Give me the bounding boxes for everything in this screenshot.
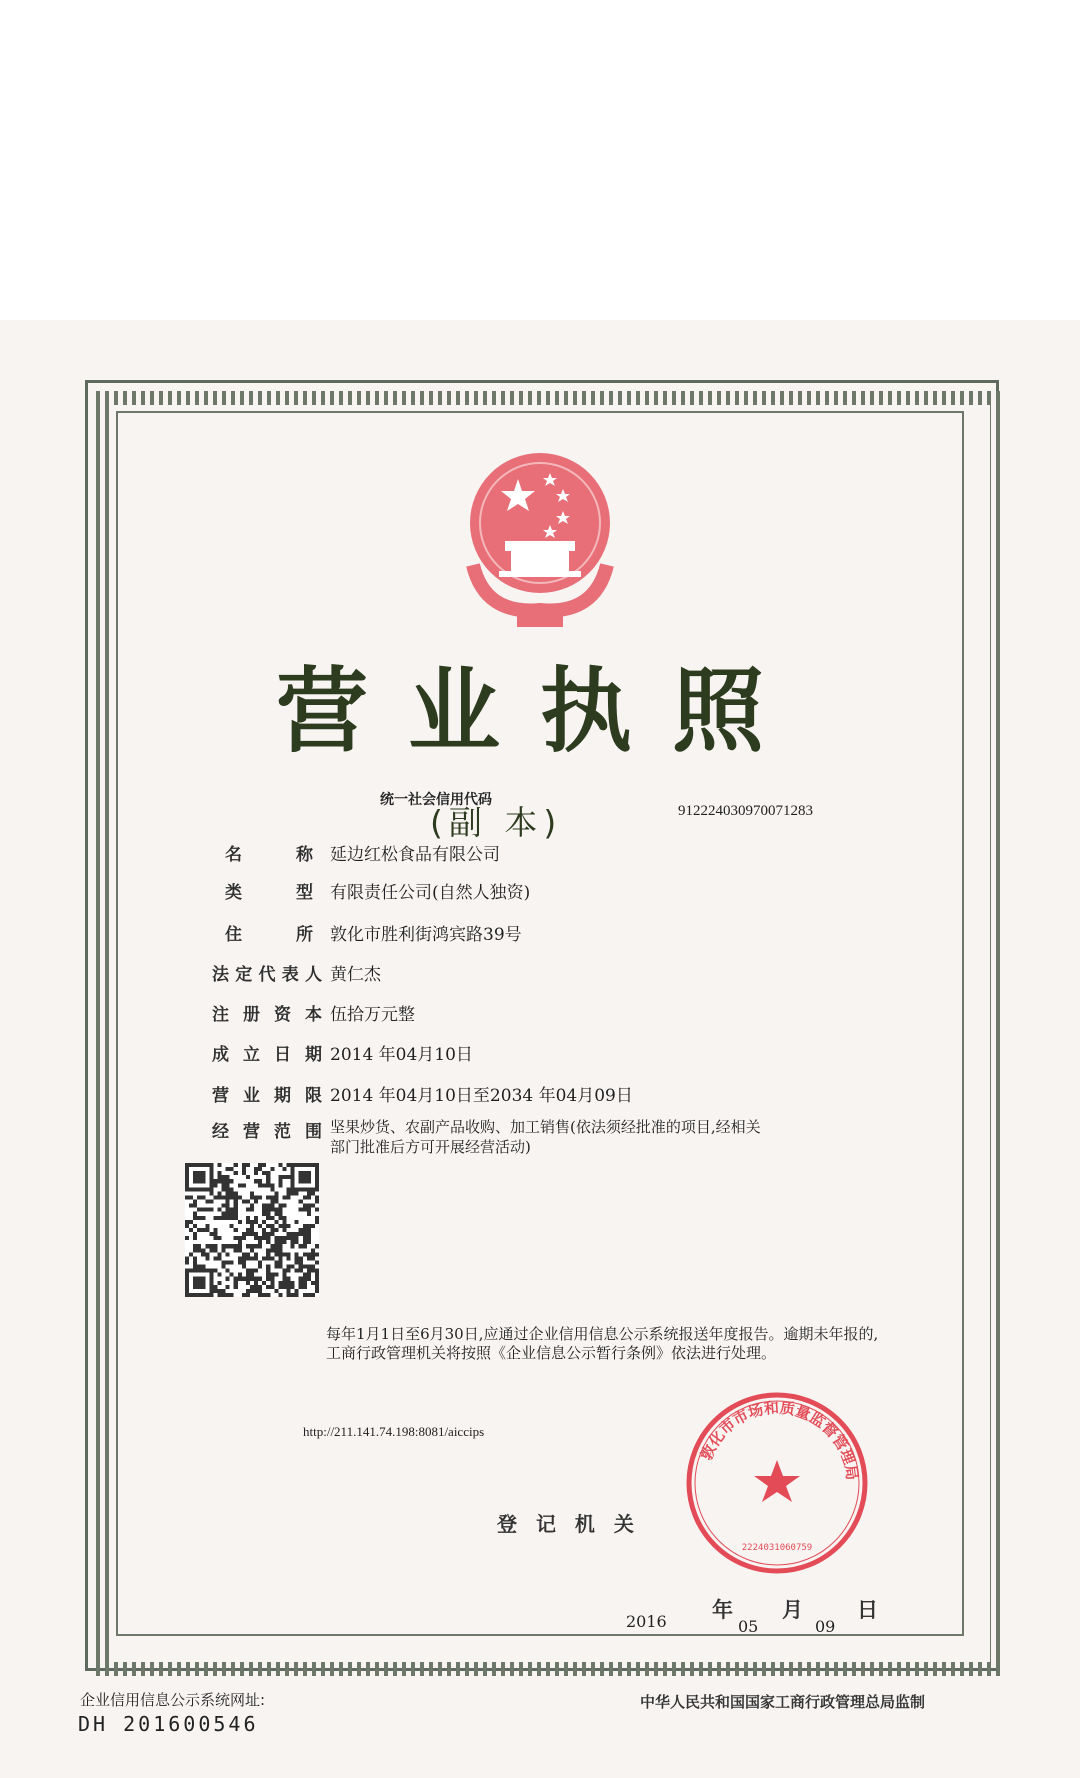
field-label-4: 注 册 资 本 <box>212 1005 322 1025</box>
field-label-5: 成 立 日 期 <box>212 1045 322 1065</box>
issue-year: 2016 <box>626 1612 667 1631</box>
issue-day: 09 <box>815 1617 836 1636</box>
annual-report-notice: 每年1月1日至6月30日,应通过企业信用信息公示系统报送年度报告。逾期未年报的,工商行政管理机关将按照《企业信息公示暂行条例》依法进行处理。 <box>326 1325 879 1362</box>
field-value-0: 延边红松食品有限公司 <box>330 845 500 865</box>
field-value-3: 黄仁杰 <box>330 965 381 985</box>
copy-subtitle: (副 本) <box>430 803 563 842</box>
license-title: 营业执照 <box>275 657 804 765</box>
field-label-1: 类 型 <box>225 883 313 903</box>
footer-system-label: 企业信用信息公示系统网址: <box>80 1691 266 1709</box>
seal-ring-text: 敦化市市场和质量监督管理局 <box>697 1398 862 1482</box>
footer-serial: DH 201600546 <box>78 1712 259 1736</box>
system-url[interactable]: http://211.141.74.198:8081/aiccips <box>303 1424 485 1439</box>
registration-authority: 登 记 机 关 <box>497 1512 640 1536</box>
field-value-6: 2014 年04月10日至2034 年04月09日 <box>330 1086 633 1106</box>
seal-code: 2224031060759 <box>741 1543 813 1553</box>
qr-code[interactable] <box>185 1163 319 1297</box>
national-emblem-icon <box>455 445 625 635</box>
credit-code-value: 912224030970071283 <box>678 803 813 819</box>
field-value-5: 2014 年04月10日 <box>330 1045 473 1065</box>
field-label-0: 名 称 <box>225 845 313 865</box>
official-seal-icon <box>684 1390 870 1576</box>
month-label: 月 <box>782 1598 803 1622</box>
field-label-2: 住 所 <box>225 925 313 945</box>
year-label: 年 <box>712 1598 733 1622</box>
footer-issuer: 中华人民共和国国家工商行政管理总局监制 <box>640 1693 926 1711</box>
field-value-1: 有限责任公司(自然人独资) <box>330 883 531 903</box>
field-value-2: 敦化市胜利街鸿宾路39号 <box>330 925 522 945</box>
issue-month: 05 <box>738 1617 759 1636</box>
field-label-6: 营 业 期 限 <box>212 1086 322 1106</box>
credit-code-label: 统一社会信用代码 <box>380 791 492 807</box>
field-label-3: 法 定 代 表 人 <box>212 965 322 985</box>
day-label: 日 <box>857 1598 878 1622</box>
field-label-7: 经 营 范 围 <box>212 1122 322 1142</box>
field-value-4: 伍拾万元整 <box>330 1005 415 1025</box>
field-value-7: 坚果炒货、农副产品收购、加工销售(依法须经批准的项目,经相关部门批准后方可开展经营活动) <box>330 1118 761 1156</box>
